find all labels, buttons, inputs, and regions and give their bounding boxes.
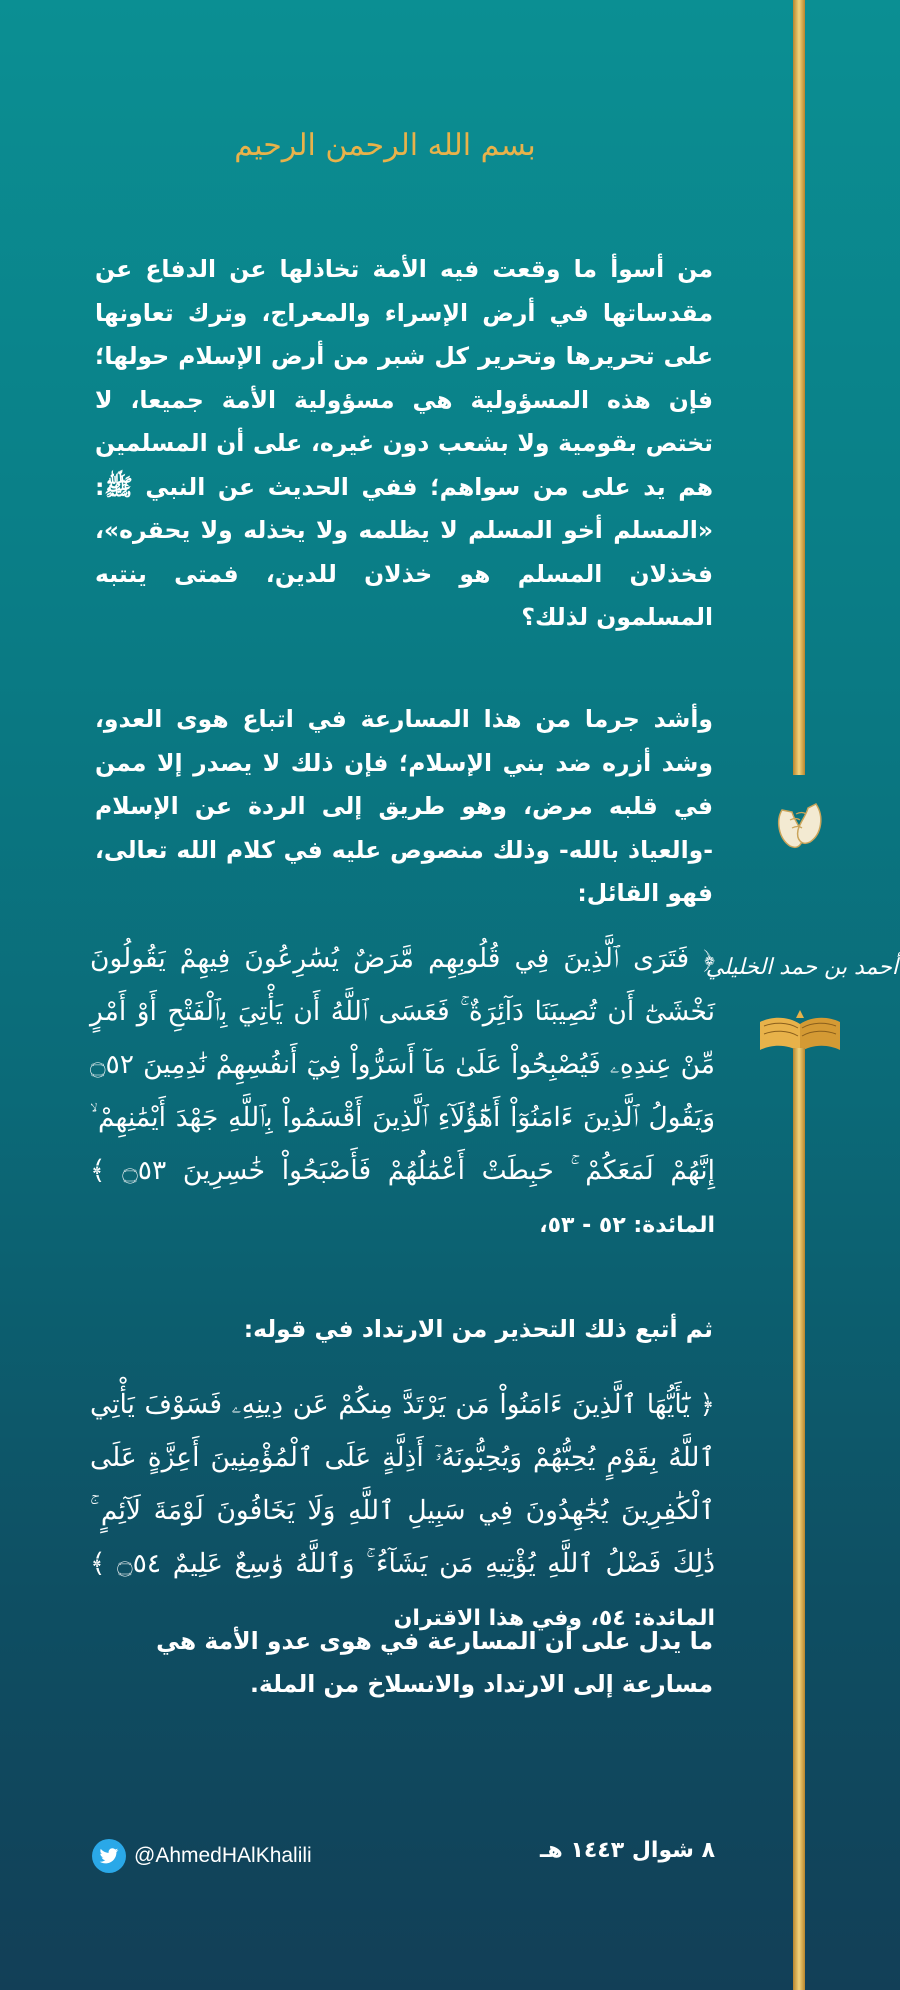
bridge-text-2: ما يدل على أن المسارعة في هوى عدو الأمة هي مسارعة إلى الارتداد والانسلاخ من الملة. xyxy=(156,1627,713,1698)
quran-quote-2 xyxy=(90,1378,715,1645)
basmala-heading: بسم الله الرحمن الرحيم xyxy=(234,128,536,163)
gold-rope-bottom xyxy=(793,1048,805,1990)
twitter-handle-text: @AhmedHAlKhalili xyxy=(134,1844,312,1867)
bridge-text-1: ثم أتبع ذلك التحذير من الارتداد في قوله: xyxy=(243,1315,713,1343)
paragraph-1: من أسوأ ما وقعت فيه الأمة تخاذلها عن الدفاع عن مقدساتها في أرض الإسراء والمعراج، وترك تعاونها على تحريرها وتحرير كل شبر من أرض الإسلام حولها؛ فإن هذه المسؤولية هي مسؤولية الأمة جميعا، لا تختص بقومية ولا بشعب دون غيره، على أن المسلمين هم يد على من سواهم؛ ففي الحديث عن النبي ﷺ: «المسلم أخو المسلم لا يظلمه ولا يخذله ولا يحقره»، فخذلان المسلم هو خذلان للدين، فمتى ينتبه المسلمون لذلك؟ xyxy=(95,255,713,631)
quran-quote-1 xyxy=(90,932,715,1252)
quran-quote-1-text: ﴿ فَتَرَى ٱلَّذِينَ فِي قُلُوبِهِم مَّرَضٌ يُسَٰرِعُونَ فِيهِمْ يَقُولُونَ نَخْشَىٰٓ أَن تُصِيبَنَا دَآئِرَةٌ ۚ فَعَسَى ٱللَّهُ أَن يَأْتِيَ بِٱلْفَتْحِ أَوْ أَمْرٍ مِّنْ عِندِهِۦ فَيُصْبِحُواْ عَلَىٰ مَآ أَسَرُّواْ فِيٓ أَنفُسِهِمْ نَٰدِمِينَ ۝٥٢ وَيَقُولُ ٱلَّذِينَ ءَامَنُوٓاْ أَهَٰٓؤُلَآءِ ٱلَّذِينَ أَقْسَمُواْ بِٱللَّهِ جَهْدَ أَيْمَٰنِهِمْ ۙ إِنَّهُمْ لَمَعَكُمْ ۚ حَبِطَتْ أَعْمَٰلُهُمْ فَأَصْبَحُواْ خَٰسِرِينَ ۝٥٣ ﴾ xyxy=(90,943,715,1186)
bridge-text-2-lead: وفي هذا الاقتران xyxy=(393,1606,583,1631)
hijri-date: ٨ شوال ١٤٤٣ هـ xyxy=(540,1838,715,1863)
quran-quote-1-ref: المائدة: ٥٢ - ٥٣، xyxy=(539,1213,715,1238)
hands-holding-rope-icon xyxy=(772,790,826,860)
twitter-handle[interactable] xyxy=(92,1838,312,1874)
gold-rope-top xyxy=(793,0,805,775)
twitter-bird-icon xyxy=(92,1839,126,1873)
quran-quote-2-text: ﴿ يَٰٓأَيُّهَا ٱلَّذِينَ ءَامَنُواْ مَن يَرْتَدَّ مِنكُمْ عَن دِينِهِۦ فَسَوْفَ يَأْتِي ٱللَّهُ بِقَوْمٍ يُحِبُّهُمْ وَيُحِبُّونَهُۥٓ أَذِلَّةٍ عَلَى ٱلْمُؤْمِنِينَ أَعِزَّةٍ عَلَى ٱلْكَٰفِرِينَ يُجَٰهِدُونَ فِي سَبِيلِ ٱللَّهِ وَلَا يَخَافُونَ لَوْمَةَ لَآئِمٍ ۚ ذَٰلِكَ فَضْلُ ٱللَّهِ يُؤْتِيهِ مَن يَشَآءُ ۚ وَٱللَّهُ وَٰسِعٌ عَلِيمٌ ۝٥٤ ﴾ xyxy=(90,1389,715,1579)
signature: أحمد بن حمد الخليلي xyxy=(705,955,898,980)
paragraph-2: وأشد جرما من هذا المسارعة في اتباع هوى العدو، وشد أزره ضد بني الإسلام؛ فإن ذلك لا يصدر إلا ممن في قلبه مرض، وهو طريق إلى الردة عن الإسلام -والعياذ بالله- وذلك منصوص عليه في كلام الله تعالى، فهو القائل: xyxy=(95,705,713,907)
quran-quote-2-ref: المائدة: ٥٤، xyxy=(590,1606,715,1631)
